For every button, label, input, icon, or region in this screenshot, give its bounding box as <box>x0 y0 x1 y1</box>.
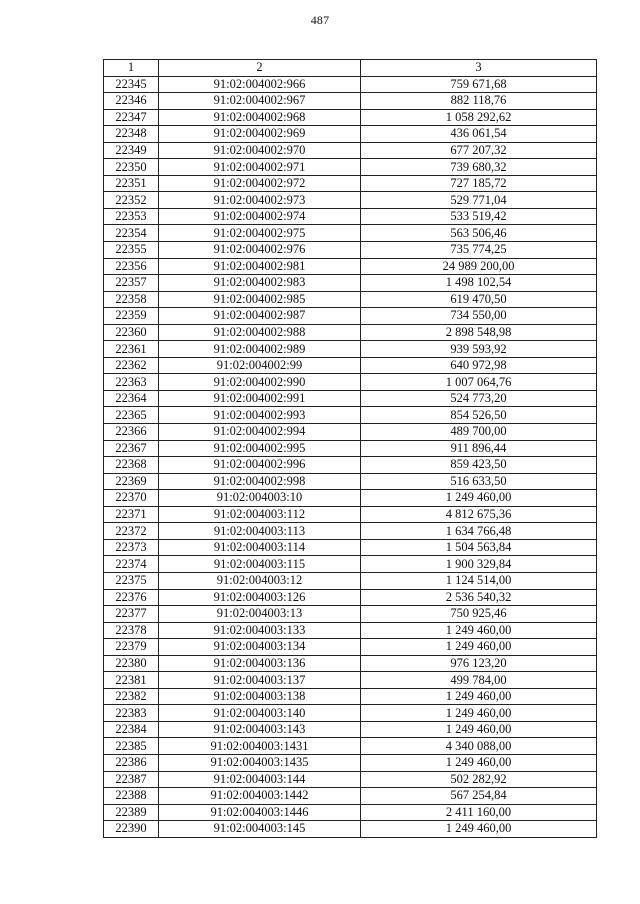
cadastral-number-cell: 91:02:004002:996 <box>159 457 361 474</box>
cadastral-number-cell: 91:02:004003:1431 <box>159 738 361 755</box>
table-row <box>104 606 597 623</box>
cadastral-number-cell: 91:02:004003:1442 <box>159 788 361 805</box>
cadastral-number-cell: 91:02:004002:994 <box>159 424 361 441</box>
cadastral-number-cell: 91:02:004003:133 <box>159 622 361 639</box>
cadastral-number-cell: 91:02:004003:115 <box>159 556 361 573</box>
cadastral-number-cell: 91:02:004003:13 <box>159 606 361 623</box>
table-row <box>104 655 597 672</box>
table-row <box>104 754 597 771</box>
table-row <box>104 126 597 143</box>
value-cell: 563 506,46 <box>361 225 597 242</box>
row-number-cell: 22370 <box>104 490 159 507</box>
table-row <box>104 688 597 705</box>
cadastral-number-cell: 91:02:004003:112 <box>159 506 361 523</box>
row-number-cell: 22362 <box>104 357 159 374</box>
value-cell: 567 254,84 <box>361 788 597 805</box>
cadastral-number-cell: 91:02:004002:973 <box>159 192 361 209</box>
value-cell: 524 773,20 <box>361 390 597 407</box>
value-cell: 1 249 460,00 <box>361 754 597 771</box>
value-cell: 1 007 064,76 <box>361 374 597 391</box>
row-number-cell: 22356 <box>104 258 159 275</box>
table-row <box>104 390 597 407</box>
value-cell: 1 249 460,00 <box>361 705 597 722</box>
cadastral-number-cell: 91:02:004002:975 <box>159 225 361 242</box>
value-cell: 1 504 563,84 <box>361 539 597 556</box>
cadastral-number-cell: 91:02:004002:99 <box>159 357 361 374</box>
table-row <box>104 506 597 523</box>
value-cell: 499 784,00 <box>361 672 597 689</box>
table-row <box>104 275 597 292</box>
row-number-cell: 22367 <box>104 440 159 457</box>
table-row <box>104 142 597 159</box>
column-header-3: 3 <box>361 60 597 77</box>
row-number-cell: 22376 <box>104 589 159 606</box>
row-number-cell: 22350 <box>104 159 159 176</box>
row-number-cell: 22386 <box>104 754 159 771</box>
table-row <box>104 93 597 110</box>
value-cell: 640 972,98 <box>361 357 597 374</box>
cadastral-number-cell: 91:02:004003:114 <box>159 539 361 556</box>
value-cell: 533 519,42 <box>361 208 597 225</box>
value-cell: 529 771,04 <box>361 192 597 209</box>
value-cell: 759 671,68 <box>361 76 597 93</box>
value-cell: 735 774,25 <box>361 242 597 259</box>
cadastral-number-cell: 91:02:004003:1435 <box>159 754 361 771</box>
cadastral-number-cell: 91:02:004002:990 <box>159 374 361 391</box>
table-row <box>104 291 597 308</box>
value-cell: 4 340 088,00 <box>361 738 597 755</box>
cadastral-number-cell: 91:02:004003:140 <box>159 705 361 722</box>
row-number-cell: 22353 <box>104 208 159 225</box>
value-cell: 2 411 160,00 <box>361 804 597 821</box>
row-number-cell: 22377 <box>104 606 159 623</box>
table-row <box>104 258 597 275</box>
value-cell: 1 249 460,00 <box>361 688 597 705</box>
value-cell: 489 700,00 <box>361 424 597 441</box>
row-number-cell: 22385 <box>104 738 159 755</box>
row-number-cell: 22349 <box>104 142 159 159</box>
cadastral-number-cell: 91:02:004003:126 <box>159 589 361 606</box>
cadastral-number-cell: 91:02:004003:144 <box>159 771 361 788</box>
cadastral-number-cell: 91:02:004003:136 <box>159 655 361 672</box>
table-row <box>104 208 597 225</box>
row-number-cell: 22355 <box>104 242 159 259</box>
table-body <box>104 76 597 837</box>
value-cell: 911 896,44 <box>361 440 597 457</box>
cadastral-number-cell: 91:02:004002:968 <box>159 109 361 126</box>
row-number-cell: 22383 <box>104 705 159 722</box>
cadastral-number-cell: 91:02:004002:966 <box>159 76 361 93</box>
table-row <box>104 374 597 391</box>
table-row <box>104 440 597 457</box>
table-row <box>104 457 597 474</box>
value-cell: 882 118,76 <box>361 93 597 110</box>
table-row <box>104 804 597 821</box>
row-number-cell: 22366 <box>104 424 159 441</box>
row-number-cell: 22390 <box>104 821 159 838</box>
row-number-cell: 22374 <box>104 556 159 573</box>
value-cell: 854 526,50 <box>361 407 597 424</box>
table-row <box>104 523 597 540</box>
row-number-cell: 22371 <box>104 506 159 523</box>
cadastral-number-cell: 91:02:004002:985 <box>159 291 361 308</box>
table-row <box>104 407 597 424</box>
row-number-cell: 22379 <box>104 639 159 656</box>
cadastral-number-cell: 91:02:004002:971 <box>159 159 361 176</box>
table-row <box>104 738 597 755</box>
row-number-cell: 22354 <box>104 225 159 242</box>
cadastral-number-cell: 91:02:004002:995 <box>159 440 361 457</box>
table-row <box>104 424 597 441</box>
cadastral-number-cell: 91:02:004003:143 <box>159 721 361 738</box>
cadastral-number-cell: 91:02:004003:138 <box>159 688 361 705</box>
table-row <box>104 556 597 573</box>
row-number-cell: 22348 <box>104 126 159 143</box>
row-number-cell: 22360 <box>104 324 159 341</box>
table-row <box>104 721 597 738</box>
table-row <box>104 490 597 507</box>
value-cell: 436 061,54 <box>361 126 597 143</box>
cadastral-number-cell: 91:02:004002:991 <box>159 390 361 407</box>
cadastral-number-cell: 91:02:004002:993 <box>159 407 361 424</box>
cadastral-number-cell: 91:02:004002:976 <box>159 242 361 259</box>
table-row <box>104 242 597 259</box>
value-cell: 1 058 292,62 <box>361 109 597 126</box>
value-cell: 1 249 460,00 <box>361 721 597 738</box>
row-number-cell: 22381 <box>104 672 159 689</box>
value-cell: 24 989 200,00 <box>361 258 597 275</box>
value-cell: 750 925,46 <box>361 606 597 623</box>
row-number-cell: 22388 <box>104 788 159 805</box>
value-cell: 739 680,32 <box>361 159 597 176</box>
table-row <box>104 341 597 358</box>
table-row <box>104 589 597 606</box>
row-number-cell: 22368 <box>104 457 159 474</box>
cadastral-number-cell: 91:02:004002:967 <box>159 93 361 110</box>
cadastral-number-cell: 91:02:004002:981 <box>159 258 361 275</box>
table-row <box>104 821 597 838</box>
row-number-cell: 22358 <box>104 291 159 308</box>
table-row <box>104 109 597 126</box>
table-row <box>104 357 597 374</box>
value-cell: 1 249 460,00 <box>361 639 597 656</box>
value-cell: 677 207,32 <box>361 142 597 159</box>
cadastral-number-cell: 91:02:004002:987 <box>159 308 361 325</box>
table-row <box>104 622 597 639</box>
table-row <box>104 788 597 805</box>
row-number-cell: 22361 <box>104 341 159 358</box>
cadastral-number-cell: 91:02:004002:989 <box>159 341 361 358</box>
row-number-cell: 22359 <box>104 308 159 325</box>
cadastral-number-cell: 91:02:004002:988 <box>159 324 361 341</box>
column-header-1: 1 <box>104 60 159 77</box>
value-cell: 502 282,92 <box>361 771 597 788</box>
cadastral-number-cell: 91:02:004003:145 <box>159 821 361 838</box>
row-number-cell: 22363 <box>104 374 159 391</box>
row-number-cell: 22347 <box>104 109 159 126</box>
column-header-2: 2 <box>159 60 361 77</box>
table-row <box>104 539 597 556</box>
value-cell: 619 470,50 <box>361 291 597 308</box>
value-cell: 734 550,00 <box>361 308 597 325</box>
value-cell: 1 249 460,00 <box>361 622 597 639</box>
value-cell: 727 185,72 <box>361 175 597 192</box>
table-row <box>104 705 597 722</box>
row-number-cell: 22373 <box>104 539 159 556</box>
value-cell: 939 593,92 <box>361 341 597 358</box>
value-cell: 1 634 766,48 <box>361 523 597 540</box>
cadastral-number-cell: 91:02:004002:972 <box>159 175 361 192</box>
value-cell: 1 124 514,00 <box>361 572 597 589</box>
table-row <box>104 672 597 689</box>
cadastral-number-cell: 91:02:004003:1446 <box>159 804 361 821</box>
row-number-cell: 22369 <box>104 473 159 490</box>
table-row <box>104 639 597 656</box>
row-number-cell: 22389 <box>104 804 159 821</box>
table-row <box>104 225 597 242</box>
value-cell: 859 423,50 <box>361 457 597 474</box>
table-row <box>104 76 597 93</box>
cadastral-number-cell: 91:02:004002:969 <box>159 126 361 143</box>
cadastral-number-cell: 91:02:004003:113 <box>159 523 361 540</box>
row-number-cell: 22365 <box>104 407 159 424</box>
cadastral-number-cell: 91:02:004003:137 <box>159 672 361 689</box>
row-number-cell: 22372 <box>104 523 159 540</box>
row-number-cell: 22346 <box>104 93 159 110</box>
row-number-cell: 22351 <box>104 175 159 192</box>
row-number-cell: 22357 <box>104 275 159 292</box>
value-cell: 1 498 102,54 <box>361 275 597 292</box>
row-number-cell: 22384 <box>104 721 159 738</box>
row-number-cell: 22378 <box>104 622 159 639</box>
cadastral-number-cell: 91:02:004002:974 <box>159 208 361 225</box>
cadastral-number-cell: 91:02:004002:998 <box>159 473 361 490</box>
table-row <box>104 473 597 490</box>
table-row <box>104 324 597 341</box>
value-cell: 1 249 460,00 <box>361 821 597 838</box>
value-cell: 2 536 540,32 <box>361 589 597 606</box>
page-number: 487 <box>310 13 330 27</box>
value-cell: 1 900 329,84 <box>361 556 597 573</box>
value-cell: 976 123,20 <box>361 655 597 672</box>
row-number-cell: 22345 <box>104 76 159 93</box>
row-number-cell: 22380 <box>104 655 159 672</box>
cadastral-number-cell: 91:02:004003:12 <box>159 572 361 589</box>
registry-table <box>103 59 597 838</box>
row-number-cell: 22375 <box>104 572 159 589</box>
value-cell: 2 898 548,98 <box>361 324 597 341</box>
cadastral-number-cell: 91:02:004002:983 <box>159 275 361 292</box>
value-cell: 4 812 675,36 <box>361 506 597 523</box>
header-row <box>104 60 597 77</box>
value-cell: 1 249 460,00 <box>361 490 597 507</box>
table-row <box>104 192 597 209</box>
row-number-cell: 22352 <box>104 192 159 209</box>
table-row <box>104 771 597 788</box>
cadastral-number-cell: 91:02:004003:134 <box>159 639 361 656</box>
row-number-cell: 22364 <box>104 390 159 407</box>
table-row <box>104 308 597 325</box>
row-number-cell: 22387 <box>104 771 159 788</box>
cadastral-number-cell: 91:02:004003:10 <box>159 490 361 507</box>
cadastral-number-cell: 91:02:004002:970 <box>159 142 361 159</box>
table-row <box>104 572 597 589</box>
row-number-cell: 22382 <box>104 688 159 705</box>
table-row <box>104 175 597 192</box>
value-cell: 516 633,50 <box>361 473 597 490</box>
table-row <box>104 159 597 176</box>
